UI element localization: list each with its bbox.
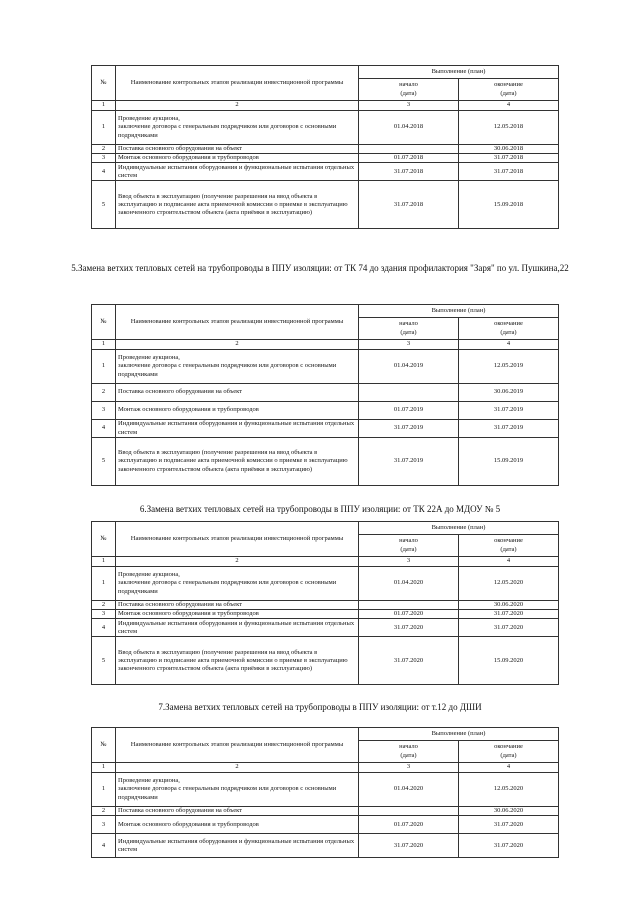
column-number: 1: [92, 101, 116, 111]
stage-name: Ввод объекта в эксплуатацию (получение разрешения на ввод объекта в эксплуатацию и подписание акта приемочной комиссии о приемке в эксплуатацию законченного строительством объекта (акта приёмки в эксплуатацию): [116, 438, 359, 486]
column-number: 3: [359, 557, 459, 567]
end-date: 12.05.2019: [459, 350, 559, 384]
column-number: 4: [459, 763, 559, 773]
end-date: 31.07.2018: [459, 154, 559, 163]
table-row: [92, 567, 559, 601]
table-row: [92, 637, 559, 685]
table-row: [92, 807, 559, 816]
column-number: 1: [92, 340, 116, 350]
column-number: 3: [359, 340, 459, 350]
column-number: 1: [92, 557, 116, 567]
start-date: 31.07.2019: [359, 438, 459, 486]
header-execution: Выполнение (план): [359, 522, 559, 535]
start-date: 01.07.2020: [359, 610, 459, 619]
column-number: 2: [116, 340, 359, 350]
start-date: 01.07.2019: [359, 402, 459, 420]
end-date: 31.07.2020: [459, 816, 559, 834]
table-row: [92, 438, 559, 486]
header-execution: Выполнение (план): [359, 305, 559, 318]
stage-name: Индивидуальные испытания оборудования и функциональные испытания отдельных систем: [116, 163, 359, 181]
table-row: [92, 402, 559, 420]
stage-name: Поставка основного оборудования на объект: [116, 807, 359, 816]
end-date: 15.09.2018: [459, 181, 559, 229]
header-end-date: окончание (дата): [459, 741, 559, 763]
header-number: №: [92, 522, 116, 557]
table-row: [92, 619, 559, 637]
start-date: 31.07.2018: [359, 163, 459, 181]
row-number: 5: [92, 637, 116, 685]
end-date: 31.07.2020: [459, 834, 559, 858]
header-execution: Выполнение (план): [359, 728, 559, 741]
stage-name: Проведение аукциона, заключение договора с генеральным подрядчиком или договоров с основными подрядчиками: [116, 567, 359, 601]
stage-name: Монтаж основного оборудования и трубопроводов: [116, 402, 359, 420]
start-date: [359, 384, 459, 402]
stage-name: Ввод объекта в эксплуатацию (получение разрешения на ввод объекта в эксплуатацию и подписание акта приемочной комиссии о приемке в эксплуатацию законченного строительством объекта (акта приёмки в эксплуатацию): [116, 637, 359, 685]
end-date: 31.07.2020: [459, 610, 559, 619]
header-start-date: начало (дата): [359, 318, 459, 340]
table-row: [92, 181, 559, 229]
column-number: 4: [459, 101, 559, 111]
table-row: [92, 111, 559, 145]
schedule-table: [91, 65, 559, 229]
row-number: 2: [92, 807, 116, 816]
start-date: 31.07.2020: [359, 637, 459, 685]
section-heading-5: 5.Замена ветхих тепловых сетей на трубопроводы в ППУ изоляции: от ТК 74 до здания профилактория "Заря" по ул. Пушкина,22: [71, 263, 569, 273]
header-execution: Выполнение (план): [359, 66, 559, 79]
header-end-date: окончание (дата): [459, 79, 559, 101]
table-row: [92, 145, 559, 154]
end-date: 31.07.2018: [459, 163, 559, 181]
header-number: №: [92, 305, 116, 340]
header-number: №: [92, 66, 116, 101]
table-row: [92, 610, 559, 619]
row-number: 4: [92, 163, 116, 181]
end-date: 12.05.2020: [459, 567, 559, 601]
stage-name: Индивидуальные испытания оборудования и функциональные испытания отдельных систем: [116, 834, 359, 858]
start-date: 01.04.2020: [359, 773, 459, 807]
row-number: 2: [92, 145, 116, 154]
start-date: 31.07.2020: [359, 834, 459, 858]
section-heading-6: 6.Замена ветхих тепловых сетей на трубопроводы в ППУ изоляции: от ТК 22А до МДОУ № 5: [139, 504, 501, 514]
schedule-table: [91, 304, 559, 486]
end-date: 12.05.2018: [459, 111, 559, 145]
header-start-date: начало (дата): [359, 79, 459, 101]
header-stage-name: Наименование контрольных этапов реализации инвестиционной программы: [116, 728, 359, 763]
table-row: [92, 773, 559, 807]
header-end-date: окончание (дата): [459, 318, 559, 340]
table-row: [92, 350, 559, 384]
start-date: 01.04.2020: [359, 567, 459, 601]
row-number: 1: [92, 111, 116, 145]
table-row: [92, 420, 559, 438]
stage-name: Поставка основного оборудования на объект: [116, 145, 359, 154]
stage-name: Поставка основного оборудования на объект: [116, 601, 359, 610]
end-date: 30.06.2020: [459, 601, 559, 610]
column-number: 2: [116, 101, 359, 111]
row-number: 3: [92, 610, 116, 619]
stage-name: Индивидуальные испытания оборудования и функциональные испытания отдельных систем: [116, 420, 359, 438]
row-number: 3: [92, 816, 116, 834]
row-number: 1: [92, 567, 116, 601]
table-row: [92, 834, 559, 858]
end-date: 30.06.2020: [459, 807, 559, 816]
schedule-table: [91, 521, 559, 685]
header-stage-name: Наименование контрольных этапов реализации инвестиционной программы: [116, 522, 359, 557]
header-number: №: [92, 728, 116, 763]
stage-name: Проведение аукциона, заключение договора с генеральным подрядчиком или договоров с основными подрядчиками: [116, 350, 359, 384]
start-date: 31.07.2019: [359, 420, 459, 438]
end-date: 31.07.2020: [459, 619, 559, 637]
row-number: 4: [92, 834, 116, 858]
start-date: 01.07.2018: [359, 154, 459, 163]
stage-name: Монтаж основного оборудования и трубопроводов: [116, 154, 359, 163]
end-date: 15.09.2020: [459, 637, 559, 685]
start-date: [359, 145, 459, 154]
stage-name: Проведение аукциона, заключение договора с генеральным подрядчиком или договоров с основными подрядчиками: [116, 773, 359, 807]
end-date: 30.06.2018: [459, 145, 559, 154]
row-number: 5: [92, 438, 116, 486]
stage-name: Индивидуальные испытания оборудования и функциональные испытания отдельных систем: [116, 619, 359, 637]
column-number: 3: [359, 763, 459, 773]
start-date: 01.04.2019: [359, 350, 459, 384]
start-date: 31.07.2020: [359, 619, 459, 637]
end-date: 31.07.2019: [459, 402, 559, 420]
row-number: 2: [92, 384, 116, 402]
stage-name: Проведение аукциона, заключение договора с генеральным подрядчиком или договоров с основными подрядчиками: [116, 111, 359, 145]
stage-name: Монтаж основного оборудования и трубопроводов: [116, 816, 359, 834]
header-end-date: окончание (дата): [459, 535, 559, 557]
row-number: 2: [92, 601, 116, 610]
stage-name: Монтаж основного оборудования и трубопроводов: [116, 610, 359, 619]
table-row: [92, 163, 559, 181]
column-number: 4: [459, 557, 559, 567]
start-date: 01.07.2020: [359, 816, 459, 834]
column-number: 2: [116, 763, 359, 773]
header-stage-name: Наименование контрольных этапов реализации инвестиционной программы: [116, 66, 359, 101]
row-number: 4: [92, 420, 116, 438]
row-number: 1: [92, 773, 116, 807]
end-date: 30.06.2019: [459, 384, 559, 402]
row-number: 4: [92, 619, 116, 637]
header-stage-name: Наименование контрольных этапов реализации инвестиционной программы: [116, 305, 359, 340]
start-date: 01.04.2018: [359, 111, 459, 145]
section-heading-7: 7.Замена ветхих тепловых сетей на трубопроводы в ППУ изоляции: от т.12 до ДШИ: [158, 702, 482, 712]
column-number: 3: [359, 101, 459, 111]
row-number: 1: [92, 350, 116, 384]
row-number: 3: [92, 154, 116, 163]
start-date: 31.07.2018: [359, 181, 459, 229]
end-date: 15.09.2019: [459, 438, 559, 486]
table-row: [92, 601, 559, 610]
column-number: 2: [116, 557, 359, 567]
schedule-table: [91, 727, 559, 858]
table-row: [92, 384, 559, 402]
column-number: 1: [92, 763, 116, 773]
table-row: [92, 154, 559, 163]
stage-name: Ввод объекта в эксплуатацию (получение разрешения на ввод объекта в эксплуатацию и подписание акта приемочной комиссии о приемке в эксплуатацию законченного строительством объекта (акта приёмки в эксплуатацию): [116, 181, 359, 229]
table-row: [92, 816, 559, 834]
start-date: [359, 601, 459, 610]
end-date: 31.07.2019: [459, 420, 559, 438]
column-number: 4: [459, 340, 559, 350]
header-start-date: начало (дата): [359, 535, 459, 557]
start-date: [359, 807, 459, 816]
row-number: 3: [92, 402, 116, 420]
header-start-date: начало (дата): [359, 741, 459, 763]
end-date: 12.05.2020: [459, 773, 559, 807]
stage-name: Поставка основного оборудования на объект: [116, 384, 359, 402]
row-number: 5: [92, 181, 116, 229]
